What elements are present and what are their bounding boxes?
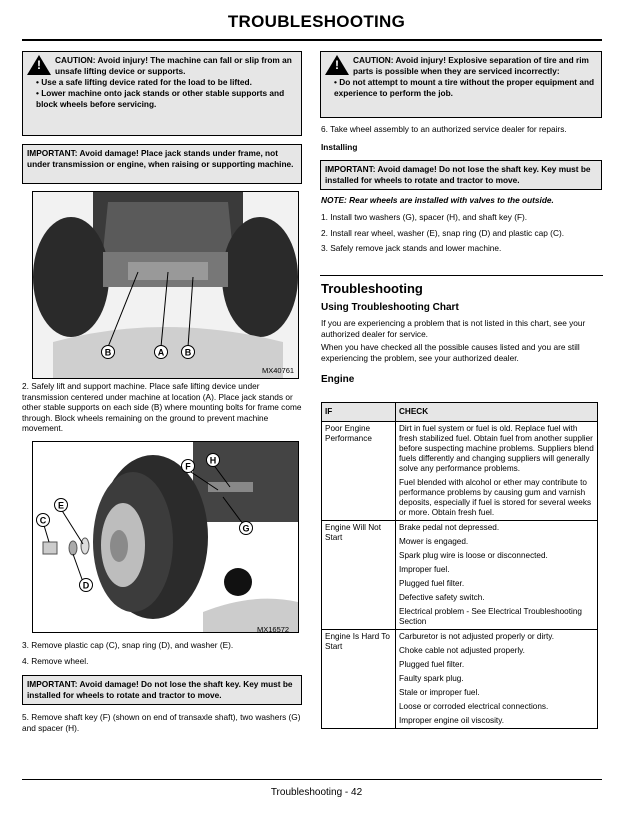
header-rule bbox=[22, 39, 602, 41]
column-header-check: CHECK bbox=[396, 403, 598, 422]
step-6-text: 6. Take wheel assembly to an authorized service dealer for repairs. bbox=[321, 124, 567, 134]
table-header-row bbox=[322, 403, 598, 422]
figure-label: A bbox=[157, 347, 165, 358]
check-cell: Dirt in fuel system or fuel is old. Replace fuel with fresh stabilized fuel. Obtain fuel from another supplier before suspecting machine problems. Suppliers blend fuels differently and changing suppliers will generally solve any performance problems. Fuel blended with alcohol or ether may contribute to performance problems by causing gum and varnish deposits, especially if fuel is stored for several weeks or more. Obtain fresh fuel. bbox=[396, 422, 598, 521]
important-box-jack-stands: IMPORTANT: Avoid damage! Place jack stands under frame, not under transmission or engine, when raising or supporting machine. bbox=[22, 144, 302, 184]
figure-label: E bbox=[57, 500, 65, 511]
step-4-text: 4. Remove wheel. bbox=[22, 656, 89, 666]
figure-label: G bbox=[242, 523, 250, 534]
page-title: TROUBLESHOOTING bbox=[227, 12, 406, 31]
figure-label: C bbox=[39, 515, 47, 526]
caution-lead: CAUTION: Avoid injury! Explosive separation of tire and rim parts is possible when they are serviced incorrectly: bbox=[353, 55, 589, 76]
figure-wheel-removal bbox=[32, 441, 299, 633]
check-cell: Brake pedal not depressed. Mower is engaged. Spark plug wire is loose or disconnected. Improper fuel. Plugged fuel filter. Defective safety switch. Electrical problem - See Electrical Troubleshooting Section bbox=[396, 521, 598, 630]
figure-label: F bbox=[185, 461, 191, 472]
figure-lifting-points bbox=[32, 191, 299, 379]
install-step: 2. Install rear wheel, washer (E), snap ring (D) and plastic cap (C). bbox=[321, 228, 565, 238]
table-row bbox=[322, 422, 598, 521]
caution-bullet: • Lower machine onto jack stands or other stable supports and block wheels before servicing. bbox=[36, 88, 285, 109]
figure-code: MX16572 bbox=[257, 625, 290, 634]
figure-code: MX40761 bbox=[262, 366, 295, 375]
footer-rule bbox=[22, 779, 602, 780]
note-text: NOTE: Rear wheels are installed with valves to the outside. bbox=[321, 195, 554, 205]
section-rule bbox=[320, 275, 603, 276]
caution-lead: CAUTION: Avoid injury! The machine can fall or slip from an unsafe lifting device or supports. bbox=[55, 55, 292, 76]
if-cell: Engine Will Not Start bbox=[322, 521, 396, 630]
warning-triangle-icon: ! bbox=[325, 55, 349, 75]
caution-box-lifting bbox=[22, 51, 302, 136]
installing-heading: Installing bbox=[321, 142, 358, 152]
figure-label: B bbox=[104, 347, 112, 358]
column-header-if: IF bbox=[322, 403, 396, 422]
step-5-text: 5. Remove shaft key (F) (shown on end of transaxle shaft), two washers (G) and spacer (H). bbox=[22, 712, 301, 733]
table-row bbox=[322, 630, 598, 729]
install-step: 3. Safely remove jack stands and lower machine. bbox=[321, 243, 502, 253]
figure-label: D bbox=[82, 580, 90, 591]
section-title: Troubleshooting bbox=[321, 281, 423, 296]
install-step: 1. Install two washers (G), spacer (H), and shaft key (F). bbox=[321, 212, 528, 222]
step-3-text: 3. Remove plastic cap (C), snap ring (D), and washer (E). bbox=[22, 640, 234, 650]
step-2-text: 2. Safely lift and support machine. Place safe lifting device under transmission centered under machine at location (A). Place jack stands or other stable supports on each side (B) where mounting bolts for frame come through. Block wheels remaining on the ground to prevent machine movement. bbox=[22, 381, 302, 433]
warning-triangle-icon: ! bbox=[27, 55, 51, 75]
figure-label: B bbox=[184, 347, 192, 358]
troubleshooting-table bbox=[321, 402, 598, 729]
paragraph: If you are experiencing a problem that is not listed in this chart, see your authorized dealer for service. bbox=[321, 318, 586, 339]
figure-label: H bbox=[209, 455, 217, 466]
important-box-shaft-key: IMPORTANT: Avoid damage! Do not lose the shaft key. Key must be installed for wheels to rotate and tractor to move. bbox=[22, 675, 302, 705]
page-footer: Troubleshooting - 42 bbox=[270, 787, 363, 798]
if-cell: Engine Is Hard To Start bbox=[322, 630, 396, 729]
chart-heading: Using Troubleshooting Chart bbox=[321, 302, 459, 313]
caution-bullet: • Do not attempt to mount a tire without the proper equipment and experience to perform the job. bbox=[334, 77, 595, 98]
if-cell: Poor Engine Performance bbox=[322, 422, 396, 521]
caution-box-tire bbox=[320, 51, 602, 118]
paragraph: When you have checked all the possible causes listed and you are still experiencing the problem, see your authorized dealer. bbox=[321, 342, 580, 363]
check-cell: Carburetor is not adjusted properly or dirty. Choke cable not adjusted properly. Plugged fuel filter. Faulty spark plug. Stale or improper fuel. Loose or corroded electrical connections. Improper engine oil viscosity. bbox=[396, 630, 598, 729]
important-box-shaft-key-install: IMPORTANT: Avoid damage! Do not lose the shaft key. Key must be installed for wheels to rotate and tractor to move. bbox=[320, 160, 602, 190]
table-row bbox=[322, 521, 598, 630]
caution-bullet: • Use a safe lifting device rated for the load to be lifted. bbox=[36, 77, 252, 87]
engine-heading: Engine bbox=[321, 374, 355, 385]
